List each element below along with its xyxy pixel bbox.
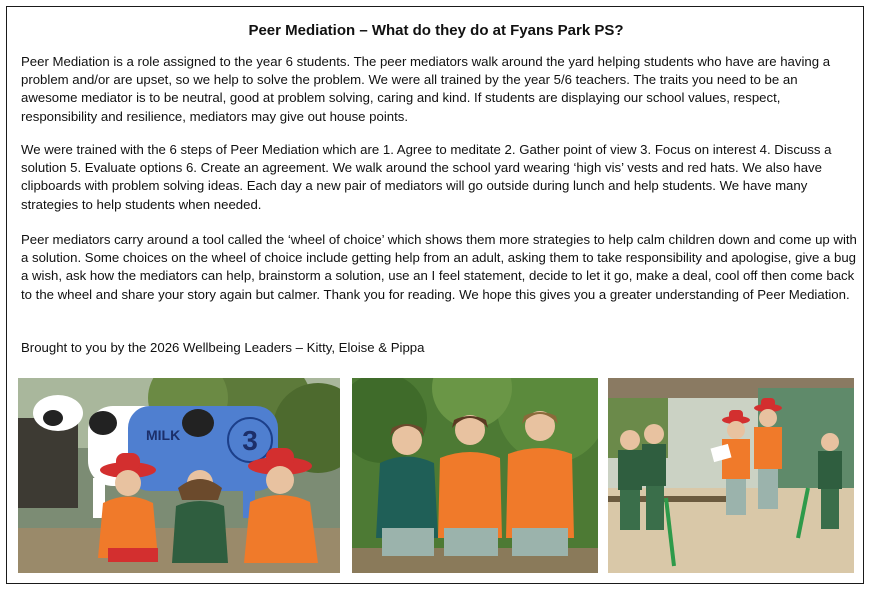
- cow-sign-text: MILK: [146, 427, 181, 443]
- paragraph-intro: Peer Mediation is a role assigned to the year 6 students. The peer mediators walk around the yard helping students who have are having a problem and/or are upset, so we help to solve the problem. We were all trained by the year 5/6 teachers. The traits you need to be an awesome mediator is to be neutral, good at problem solving, caring and kind. If students are displaying our school values, respect, responsibility and resilience, mediators may give out house points.: [21, 54, 831, 124]
- student-right: [244, 448, 318, 563]
- photo-mediators-in-playground: [608, 378, 854, 573]
- student-left: [618, 430, 642, 530]
- photo-mediators-with-cow: [18, 378, 340, 573]
- credit-line: Brought to you by the 2026 Wellbeing Leaders – Kitty, Eloise & Pippa: [21, 340, 425, 355]
- paragraph-training: We were trained with the 6 steps of Peer Mediation which are 1. Agree to meditate 2. Gather point of view 3. Focus on interest 4. Discuss a solution 5. Evaluate options 6. Create an agreement. We walk around the school yard wearing ‘high vis’ vests and red hats. We also have clipboards with problem solving ideas. Each day a new pair of mediators will go outside during lunch and help students. We have many strategies to help students when needed.: [21, 142, 832, 212]
- photo-three-mediators-standing: [352, 378, 598, 573]
- paragraph-wheel-of-choice: Peer mediators carry around a tool called the ‘wheel of choice’ which shows them more strategies to help calm children down and come up with a solution. Some choices on the wheel of choice include getting help from an adult, asking them to take responsibility and apologise, give a bug a wish, ask how the mediators can help, brainstorm a solution, use an I feel statement, decide to let it go, make a deal, cool off then come back to the wheel and share your story again but calmer. Thank you for reading. We hope this gives you a greater understanding of Peer Mediation.: [21, 232, 857, 302]
- cow-number: 3: [242, 425, 258, 456]
- page-title: Peer Mediation – What do they do at Fyans Park PS?: [248, 22, 624, 39]
- student-left: [98, 453, 158, 562]
